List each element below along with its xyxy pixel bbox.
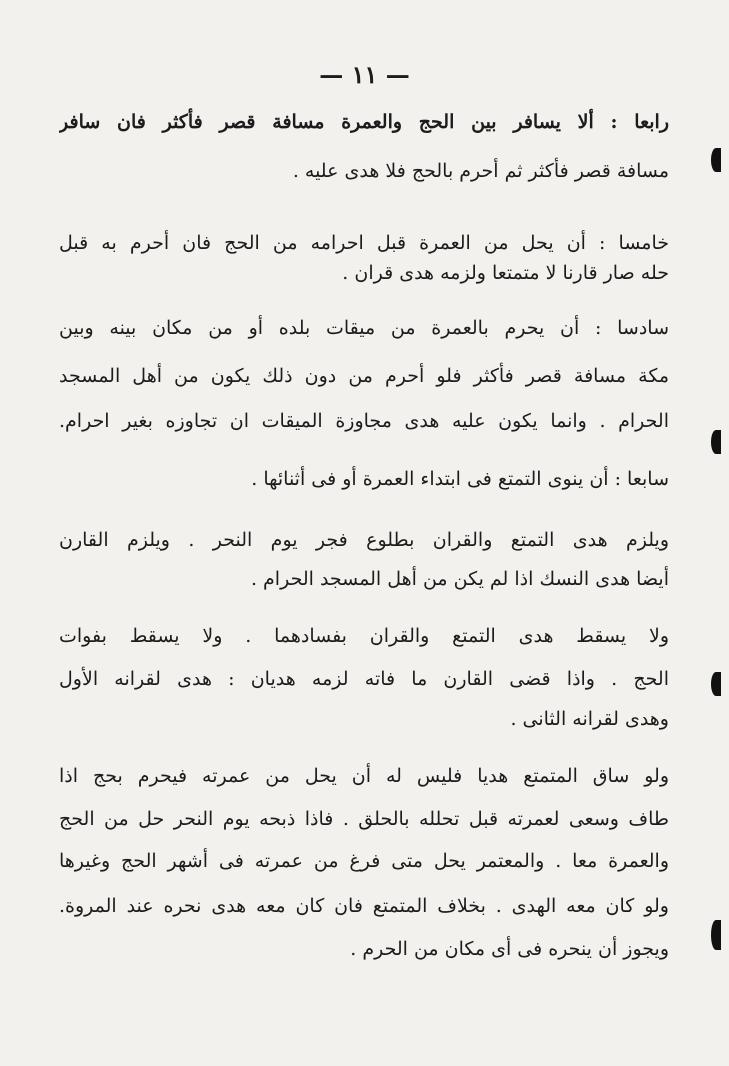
text-line: ولا يسقط هدى التمتع والقران بفسادهما . ولا يسقط بفوات (59, 625, 669, 647)
page-number: — ١١ — (319, 60, 410, 89)
binding-mark (711, 672, 721, 696)
text-line: سادسا : أن يحرم بالعمرة من ميقات بلده أو من مكان بينه وبين (59, 317, 669, 339)
text-line: مسافة قصر فأكثر ثم أحرم بالحج فلا هدى عليه . (292, 160, 669, 182)
text-line: ويجوز أن ينحره فى أى مكان من الحرم . (350, 938, 669, 960)
text-line: خامسا : أن يحل من العمرة قبل احرامه من الحج فان أحرم به قبل (59, 232, 669, 254)
text-line: وهدى لقرانه الثانى . (510, 708, 669, 730)
text-line: الحرام . وانما يكون عليه هدى مجاوزة الميقات ان تجاوزه بغير احرام. (59, 410, 669, 432)
binding-mark (711, 148, 721, 172)
text-line: حله صار قارنا لا متمتعا ولزمه هدى قران . (342, 262, 669, 284)
binding-mark (711, 430, 721, 454)
text-line: ولو ساق المتمتع هديا فليس له أن يحل من عمرته فيحرم بحج اذا (59, 765, 669, 787)
text-line: والعمرة معا . والمعتمر يحل متى فرغ من عمرته فى أشهر الحج وغيرها (59, 850, 669, 872)
text-line: ويلزم هدى التمتع والقران بطلوع فجر يوم النحر . ويلزم القارن (59, 529, 669, 551)
text-line: ولو كان معه الهدى . بخلاف المتمتع فان كان معه هدى نحره عند المروة. (59, 895, 669, 917)
text-line: أيضا هدى النسك اذا لم يكن من أهل المسجد الحرام . (250, 568, 669, 590)
binding-mark (711, 920, 721, 950)
text-line: سابعا : أن ينوى التمتع فى ابتداء العمرة أو فى أثنائها . (251, 468, 669, 490)
text-line: الحج . واذا قضى القارن ما فاته لزمه هديان : هدى لقرانه الأول (59, 668, 669, 690)
text-line: رابعا : ألا يسافر بين الحج والعمرة مسافة قصر فأكثر فان سافر (59, 111, 669, 133)
text-line: مكة مسافة قصر فأكثر فلو أحرم من دون ذلك يكون من أهل المسجد (59, 365, 669, 387)
text-line: طاف وسعى لعمرته قبل تحلله بالحلق . فاذا ذبحه يوم النحر حل من الحج (59, 808, 669, 830)
